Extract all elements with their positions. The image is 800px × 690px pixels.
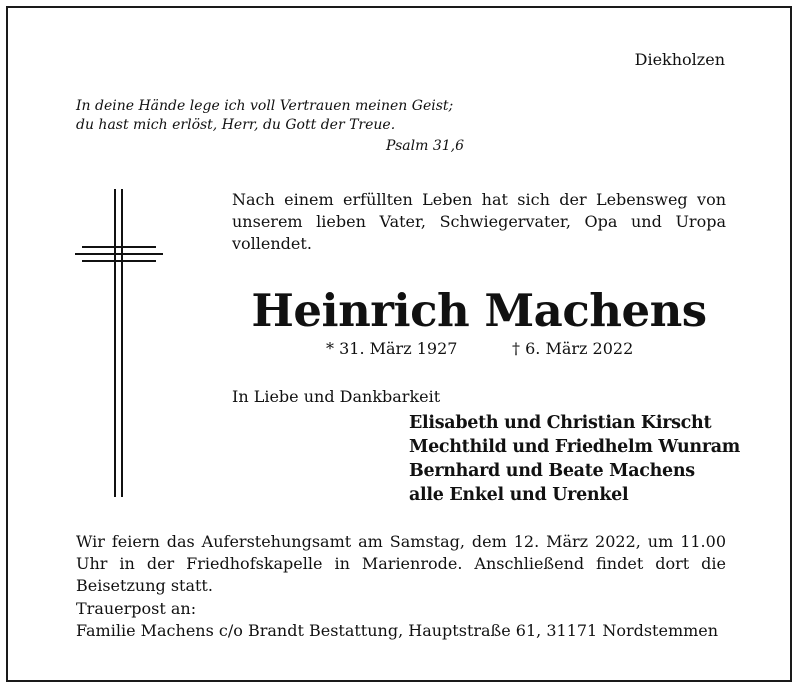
verse-line-1: In deine Hände lege ich voll Vertrauen meinen Geist;	[76, 98, 454, 114]
death-date: † 6. März 2022	[512, 339, 634, 358]
service-text: Wir feiern das Auferstehungsamt am Samstag, dem 12. März 2022, um 11.00 Uhr in der Friedhofskapelle in Marienrode. Anschließend findet dort die Beisetzung statt.	[76, 532, 726, 595]
family-member: alle Enkel und Urenkel	[409, 485, 629, 505]
deceased-name: Heinrich Machens	[251, 284, 707, 337]
post-label: Trauerpost an:	[76, 599, 197, 618]
family-member: Bernhard und Beate Machens	[409, 461, 695, 481]
intro-text: Nach einem erfüllten Leben hat sich der Lebensweg von unserem lieben Vater, Schwiegervater, Opa und Uropa vollendet.	[232, 190, 726, 253]
verse-line-2: du hast mich erlöst, Herr, du Gott der Treue.	[76, 117, 396, 133]
family-member: Elisabeth und Christian Kirscht	[409, 413, 712, 433]
family-member: Mechthild und Friedhelm Wunram	[409, 437, 741, 457]
closing-phrase: In Liebe und Dankbarkeit	[232, 387, 441, 406]
verse-reference: Psalm 31,6	[386, 138, 464, 154]
place-name: Diekholzen	[634, 50, 725, 69]
family-list	[409, 411, 740, 507]
post-address: Familie Machens c/o Brandt Bestattung, Hauptstraße 61, 31171 Nordstemmen	[76, 621, 719, 640]
birth-date: * 31. März 1927	[326, 339, 458, 358]
condolence-address	[76, 598, 736, 642]
cross-icon	[74, 188, 164, 498]
bible-verse	[76, 97, 476, 156]
